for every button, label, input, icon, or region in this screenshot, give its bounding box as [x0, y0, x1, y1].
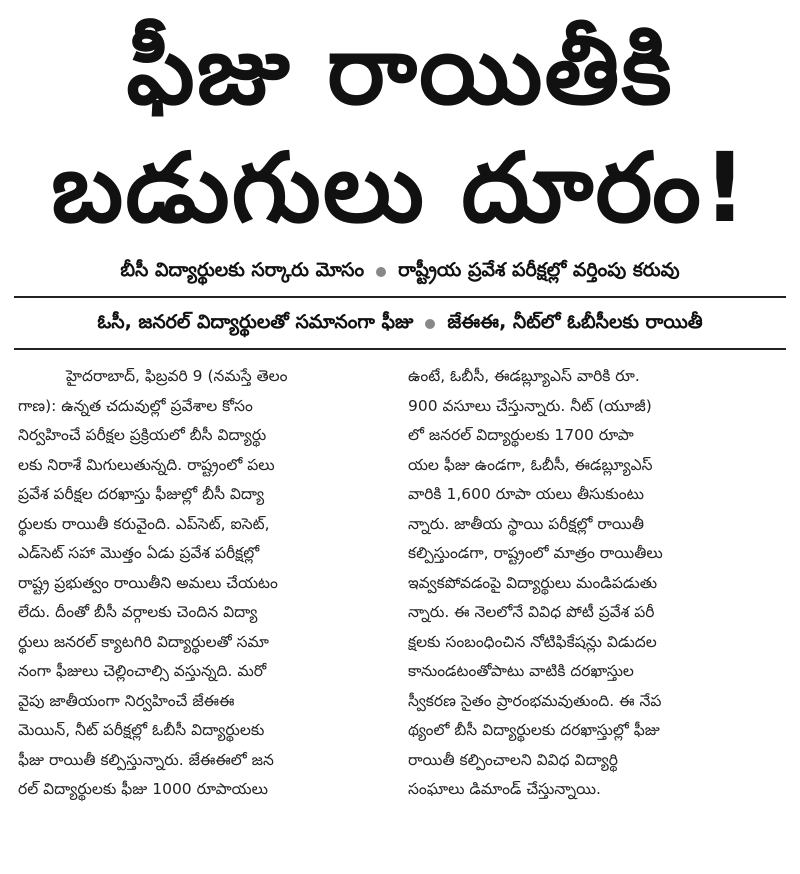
body-line: మెయిన్, నీట్ పరీక్షల్లో ఓబీసీ విద్యార్థులకు	[18, 721, 265, 739]
body-line: రల్ విద్యార్థులకు ఫీజు 1000 రూపాయలు	[18, 780, 268, 798]
body-line: నిర్వహించే పరీక్షల ప్రక్రియలో బీసీ విద్యార్థు	[18, 426, 267, 444]
bullet-dot	[376, 267, 386, 277]
body-line: రాయితీ కల్పించాలని వివిధ విద్యార్థి	[408, 750, 618, 769]
subhead-2a: ఓసీ, జనరల్ విద్యార్థులతో సమానంగా ఫీజు	[97, 310, 414, 333]
body-line: స్వీకరణ సైతం ప్రారంభమవుతుంది. ఈ నేప	[408, 691, 662, 710]
body-line: వైపు జాతీయంగా నిర్వహించే జేఈఈ	[18, 691, 235, 710]
subhead-2b: జేఈఈ, నీట్‌లో ఓబీసీలకు రాయితీ	[447, 310, 703, 333]
body-line: గాణ): ఉన్నత చదువుల్లో ప్రవేశాల కోసం	[18, 396, 253, 415]
body-line: కల్పిస్తుండగా, రాష్ట్రంలో మాత్రం రాయితీలు	[408, 544, 663, 562]
subhead-1a: బీసీ విద్యార్థులకు సర్కారు మోసం	[120, 258, 365, 281]
body-line: లేదు. దీంతో బీసీ వర్గాలకు చెందిన విద్యా	[18, 603, 258, 621]
body-line: న్నారు. ఈ నెలలోనే వివిధ పోటీ ప్రవేశ పరీ	[408, 603, 655, 621]
bullet-dot	[425, 319, 435, 329]
article-body	[18, 362, 782, 866]
body-line: ఇవ్వకపోవడంపై విద్యార్థులు మండిపడుతు	[408, 573, 658, 592]
body-line: లకు నిరాశే మిగులుతున్నది. రాష్ట్రంలో పలు	[18, 455, 275, 474]
body-line: న్నారు. జాతీయ స్థాయి పరీక్షల్లో రాయితీ	[408, 514, 644, 533]
article-column-1	[18, 362, 392, 866]
body-line: లో జనరల్ విద్యార్థులకు 1700 రూపా	[408, 426, 634, 444]
body-line: నంగా ఫీజులు చెల్లించాల్సి వస్తున్నది. మరో	[18, 662, 267, 680]
subhead-row-2	[14, 306, 786, 342]
divider-rule	[14, 348, 786, 350]
headline-line-2: బడుగులు దూరం!	[51, 132, 749, 244]
body-line: వారికి 1,600 రూపా యలు తీసుకుంటు	[408, 485, 644, 503]
body-line: హైదరాబాద్, ఫిబ్రవరి 9 (నమస్తే తెలం	[66, 367, 288, 385]
body-line: ఫీజు రాయితీ కల్పిస్తున్నారు. జేఈఈలో జన	[18, 750, 274, 769]
body-line: ఉంటే, ఓబీసీ, ఈడబ్ల్యూఎస్ వారికి రూ.	[408, 367, 640, 385]
body-line: ఎడ్‌సెట్ సహా మొత్తం ఏడు ప్రవేశ పరీక్షల్లో	[18, 544, 260, 562]
body-line: థ్యంలో బీసీ విద్యార్థులకు దరఖాస్తుల్లో ఫీజు	[408, 721, 660, 739]
subhead-row-1	[14, 254, 786, 290]
body-line: రాష్ట్ర ప్రభుత్వం రాయితీని అమలు చేయటం	[18, 573, 278, 592]
divider-rule	[14, 296, 786, 298]
subhead-1b: రాష్ట్రీయ ప్రవేశ పరీక్షల్లో వర్తింపు కరువు	[398, 258, 680, 281]
body-line: ర్థులు జనరల్ క్యాటగిరి విద్యార్థులతో సమా	[18, 632, 269, 651]
body-line: యల ఫీజు ఉండగా, ఓబీసీ, ఈడబ్ల్యూఎస్	[408, 455, 653, 474]
body-line: క్షలకు సంబంధించిన నోటిఫికేషన్లు విడుదల	[408, 632, 657, 651]
body-line: కానుండటంతోపాటు వాటికి దరఖాస్తుల	[408, 662, 634, 680]
body-line: 900 వసూలు చేస్తున్నారు. నీట్ (యూజీ)	[408, 396, 652, 415]
body-line: ర్థులకు రాయితీ కరువైంది. ఎప్‌సెట్, ఐసెట్,	[18, 514, 270, 533]
body-line: సంఘాలు డిమాండ్ చేస్తున్నాయి.	[408, 780, 601, 798]
body-line: ప్రవేశ పరీక్షల దరఖాస్తు ఫీజుల్లో బీసీ విద్యా	[18, 485, 265, 503]
article-column-2	[408, 362, 782, 866]
headline-line-1: ఫీజు రాయితీకి	[126, 14, 674, 126]
